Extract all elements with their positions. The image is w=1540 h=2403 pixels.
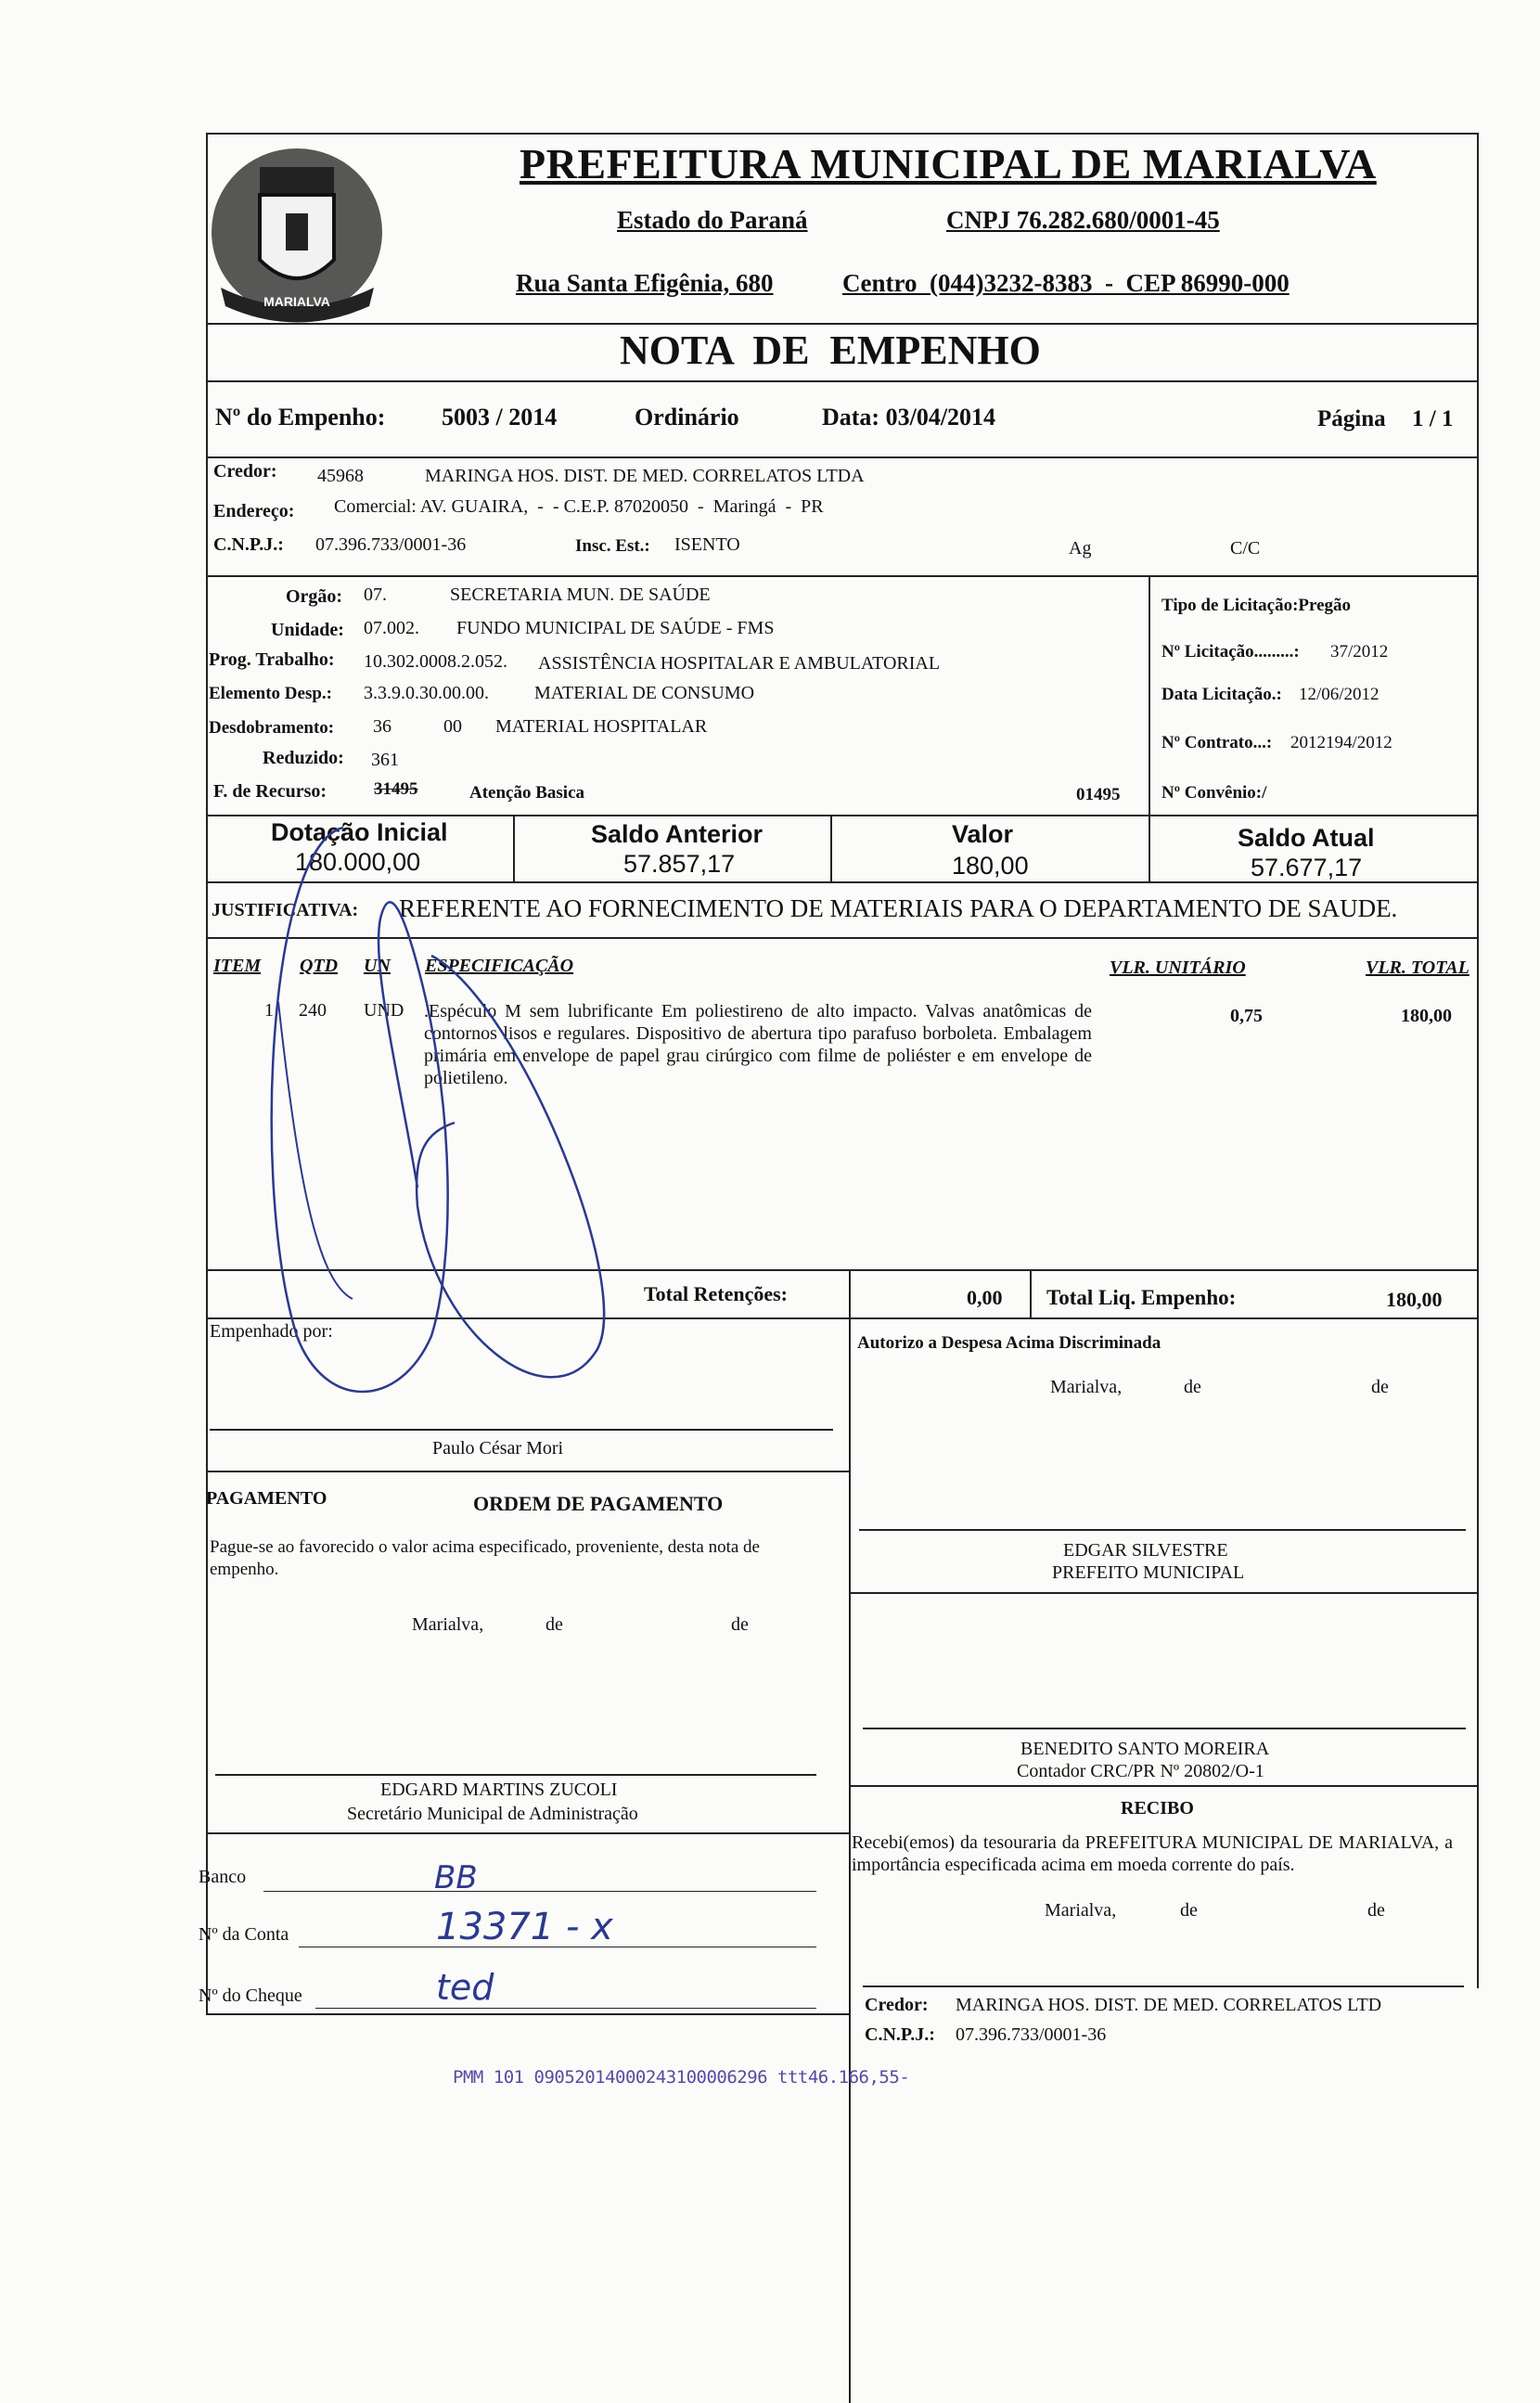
footer-code: PMM 101 09052014000243100006296 ttt46.166,55- bbox=[453, 2067, 910, 2088]
prog-label: Prog. Trabalho: bbox=[209, 649, 335, 670]
page-label: Página bbox=[1317, 406, 1386, 431]
desdobramento-sub: 00 bbox=[443, 716, 462, 737]
recibo-label: RECIBO bbox=[1121, 1798, 1194, 1818]
convenio: Nº Convênio:/ bbox=[1161, 783, 1267, 803]
prog-code: 10.302.0008.2.052. bbox=[364, 651, 507, 672]
agency-label: Ag bbox=[1069, 538, 1092, 559]
orgao-name: SECRETARIA MUN. DE SAÚDE bbox=[450, 585, 711, 605]
recurso-right-code: 01495 bbox=[1076, 785, 1121, 804]
recibo-text: Recebi(emos) da tesouraria da PREFEITURA MUNICIPAL DE MARIALVA, a importância especificada acima em moeda corrente do país. bbox=[852, 1832, 1453, 1875]
banco-label: Banco bbox=[199, 1867, 247, 1887]
reduzido-value: 361 bbox=[371, 750, 399, 770]
data-licitacao-label: Data Licitação.: bbox=[1161, 685, 1282, 704]
pagamento-text: Pague-se ao favorecido o valor acima especificado, proveniente, desta nota de empenho. bbox=[210, 1537, 760, 1579]
row-item: 1 bbox=[264, 1000, 274, 1021]
prog-name: ASSISTÊNCIA HOSPITALAR E AMBULATORIAL bbox=[538, 653, 941, 674]
svg-text:MARIALVA: MARIALVA bbox=[263, 294, 330, 309]
row-un: UND bbox=[364, 1000, 404, 1021]
orgao-label: Orgão: bbox=[286, 586, 343, 607]
creditor-label: Credor: bbox=[213, 461, 277, 482]
saldo-atual-label: Saldo Atual bbox=[1238, 824, 1375, 852]
empenho-type: Ordinário bbox=[635, 404, 739, 430]
recibo-cnpj-label: C.N.P.J.: bbox=[865, 2024, 935, 2045]
row-qtd: 240 bbox=[299, 1000, 327, 1021]
creditor-cnpj: 07.396.733/0001-36 bbox=[315, 534, 467, 555]
unidade-label: Unidade: bbox=[271, 620, 344, 640]
prefeito-name: EDGAR SILVESTRE bbox=[1063, 1540, 1228, 1561]
retencoes-value: 0,00 bbox=[967, 1286, 1003, 1309]
empenhado-signer: Paulo César Mori bbox=[432, 1438, 564, 1459]
empenhado-label: Empenhado por: bbox=[210, 1321, 333, 1342]
empenho-date: Data: 03/04/2014 bbox=[822, 404, 996, 430]
recibo-cnpj: 07.396.733/0001-36 bbox=[956, 2024, 1107, 2045]
address: Rua Santa Efigênia, 680 bbox=[516, 269, 774, 297]
creditor-name: MARINGA HOS. DIST. DE MED. CORRELATOS LTDA bbox=[425, 466, 865, 486]
saldo-atual-value: 57.677,17 bbox=[1251, 854, 1363, 881]
autorizo-de2: de bbox=[1371, 1377, 1389, 1397]
conta-label: Nº da Conta bbox=[199, 1924, 289, 1945]
reduzido-label: Reduzido: bbox=[263, 748, 344, 768]
autorizo-place: Marialva, bbox=[1050, 1377, 1123, 1397]
account-label: C/C bbox=[1230, 538, 1261, 559]
coat-of-arms bbox=[202, 130, 392, 325]
handwritten-signature bbox=[213, 816, 659, 1410]
elemento-name: MATERIAL DE CONSUMO bbox=[534, 683, 755, 703]
saldo-anterior-label: Saldo Anterior bbox=[591, 820, 764, 848]
retencoes-label: Total Retenções: bbox=[644, 1282, 788, 1305]
creditor-cnpj-label: C.N.P.J.: bbox=[213, 534, 284, 555]
num-licitacao-label: Nº Licitação.........: bbox=[1161, 642, 1300, 662]
cheque-value: ted bbox=[436, 1967, 494, 2008]
row-spec: .Espéculo M sem lubrificante Em poliestireno de alto impacto. Valvas anatômicas de contornos lisos e regulares. Dispositivo de abertura tipo parafuso borboleta. Embalagem primária em envelope de papel grau cirúrgico com filme de poliéster e em envelope de polietileno. bbox=[424, 1001, 1092, 1088]
autorizo-de1: de bbox=[1184, 1377, 1201, 1397]
col-unit-value: VLR. UNITÁRIO bbox=[1110, 957, 1246, 978]
col-spec: ESPECIFICAÇÃO bbox=[425, 956, 574, 976]
banco-value: BB bbox=[434, 1859, 478, 1896]
dotacao-value: 180.000,00 bbox=[295, 848, 421, 876]
row-unit-value: 0,75 bbox=[1230, 1006, 1263, 1026]
valor-value: 180,00 bbox=[952, 852, 1029, 880]
contrato: 2012194/2012 bbox=[1290, 733, 1392, 752]
pagamento-label: PAGAMENTO bbox=[206, 1488, 327, 1509]
conta-value: 13371 - x bbox=[436, 1906, 613, 1948]
state: Estado do Paraná bbox=[617, 206, 808, 234]
liq-empenho-label: Total Liq. Empenho: bbox=[1046, 1286, 1237, 1309]
document-title: NOTA DE EMPENHO bbox=[620, 328, 1041, 373]
recurso-label: F. de Recurso: bbox=[213, 781, 327, 802]
creditor-code: 45968 bbox=[317, 466, 364, 486]
unidade-name: FUNDO MUNICIPAL DE SAÚDE - FMS bbox=[456, 618, 775, 638]
recurso-name: Atenção Basica bbox=[469, 783, 585, 803]
cnpj: CNPJ 76.282.680/0001-45 bbox=[946, 206, 1220, 234]
num-licitacao: 37/2012 bbox=[1330, 642, 1389, 662]
valor-label: Valor bbox=[952, 820, 1014, 848]
address-label: Endereço: bbox=[213, 501, 295, 521]
empenho-number-label: Nº do Empenho: bbox=[215, 404, 386, 430]
col-un: UN bbox=[364, 956, 391, 976]
col-qtd: QTD bbox=[300, 956, 339, 976]
pagamento-signer: EDGARD MARTINS ZUCOLI bbox=[380, 1780, 618, 1800]
ordem-pagamento: ORDEM DE PAGAMENTO bbox=[473, 1492, 724, 1515]
contact-line: Centro (044)3232-8383 - CEP 86990-000 bbox=[842, 269, 1290, 297]
recibo-de2: de bbox=[1367, 1900, 1385, 1921]
pagamento-de2: de bbox=[731, 1614, 749, 1635]
tipo-licitacao: Tipo de Licitação:Pregão bbox=[1161, 596, 1352, 615]
desdobramento-name: MATERIAL HOSPITALAR bbox=[495, 716, 708, 737]
recibo-credor: MARINGA HOS. DIST. DE MED. CORRELATOS LTD bbox=[956, 1995, 1382, 2015]
saldo-anterior-value: 57.857,17 bbox=[623, 850, 736, 878]
recibo-place: Marialva, bbox=[1045, 1900, 1117, 1921]
dotacao-label: Dotação Inicial bbox=[271, 818, 448, 846]
elemento-label: Elemento Desp.: bbox=[209, 684, 332, 703]
justificativa-label: JUSTIFICATIVA: bbox=[212, 900, 359, 920]
pagamento-de1: de bbox=[545, 1614, 563, 1635]
unidade-code: 07.002. bbox=[364, 618, 419, 638]
contador-name: BENEDITO SANTO MOREIRA bbox=[1020, 1739, 1270, 1759]
recibo-credor-label: Credor: bbox=[865, 1995, 929, 2015]
justificativa-text: REFERENTE AO FORNECIMENTO DE MATERIAIS PARA O DEPARTAMENTO DE SAUDE. bbox=[399, 894, 1398, 922]
desdobramento-code: 36 bbox=[373, 716, 391, 737]
pagamento-place: Marialva, bbox=[412, 1614, 484, 1635]
liq-empenho-value: 180,00 bbox=[1386, 1288, 1443, 1311]
cheque-label: Nº do Cheque bbox=[199, 1985, 302, 2006]
empenho-number: 5003 / 2014 bbox=[442, 404, 558, 430]
row-total-value: 180,00 bbox=[1401, 1006, 1452, 1026]
orgao-code: 07. bbox=[364, 585, 387, 605]
page-title: PREFEITURA MUNICIPAL DE MARIALVA bbox=[520, 140, 1377, 187]
contador-role: Contador CRC/PR Nº 20802/O-1 bbox=[1017, 1761, 1264, 1781]
insc-label: Insc. Est.: bbox=[575, 536, 650, 556]
autorizo-label: Autorizo a Despesa Acima Discriminada bbox=[857, 1333, 1161, 1353]
recurso-code: 31495 bbox=[374, 779, 418, 799]
elemento-code: 3.3.9.0.30.00.00. bbox=[364, 683, 489, 703]
pagamento-signer-role: Secretário Municipal de Administração bbox=[347, 1804, 638, 1824]
col-item: ITEM bbox=[213, 956, 262, 976]
desdobramento-label: Desdobramento: bbox=[209, 718, 335, 738]
data-licitacao: 12/06/2012 bbox=[1299, 685, 1380, 704]
contrato-label: Nº Contrato...: bbox=[1161, 733, 1273, 752]
page-number: 1 / 1 bbox=[1412, 406, 1454, 431]
insc-value: ISENTO bbox=[674, 534, 740, 555]
prefeito-role: PREFEITO MUNICIPAL bbox=[1052, 1562, 1245, 1583]
creditor-address: Comercial: AV. GUAIRA, - - C.E.P. 87020050 - Maringá - PR bbox=[334, 496, 824, 517]
recibo-de1: de bbox=[1180, 1900, 1198, 1921]
col-total-value: VLR. TOTAL bbox=[1366, 957, 1469, 978]
